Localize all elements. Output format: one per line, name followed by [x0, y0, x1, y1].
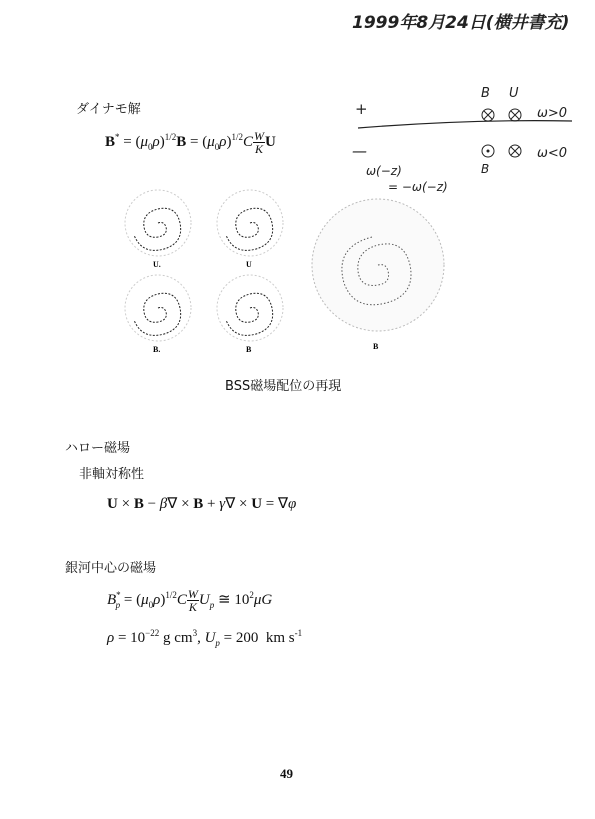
omega-positive: ω>0	[537, 106, 568, 121]
divider-stroke	[358, 121, 572, 128]
spiral-plot-b-large	[312, 199, 444, 331]
handwritten-date: 1999年8月24日(横井書充)	[352, 13, 570, 33]
minus-sign: —	[352, 142, 367, 160]
plus-sign: +	[355, 100, 368, 118]
bss-figure	[110, 185, 470, 360]
spiral-plot-b-small	[217, 275, 283, 341]
halo-equation: U × B − β∇ × B + γ∇ × U = ∇φ	[107, 496, 297, 512]
spiral-plot-u	[217, 190, 283, 256]
center-equation-2: $\rho = 10^{-22}$ g $cm^3$, $U_p = 200$ km $s^{-1}$	[107, 628, 303, 648]
label-b-small: B	[246, 345, 252, 354]
spiral-plot-b-dot	[125, 275, 191, 341]
b-label-bottom: B	[481, 162, 490, 176]
into-page-symbol-b1	[482, 109, 494, 121]
omega-equation: = −ω(−z)	[388, 180, 448, 194]
b-label-top: B	[481, 86, 490, 101]
label-b-large: B	[373, 342, 379, 351]
label-b-dot: B.	[153, 345, 161, 354]
omega-negative: ω<0	[537, 146, 568, 161]
into-page-symbol-u1	[509, 109, 521, 121]
field-direction-symbols	[350, 95, 580, 175]
figure-caption: BSS磁場配位の再現	[225, 379, 342, 394]
center-equation-1: $B^*_p = (\mu_0\rho)^{1/2}C$ $\frac{W}{K}$ $U_p$ ≅ $10^2\mu G$	[107, 587, 273, 614]
dynamo-heading: ダイナモ解	[76, 102, 141, 117]
page-number: 49	[280, 766, 293, 781]
label-u: U	[246, 260, 252, 269]
center-heading: 銀河中心の磁場	[65, 561, 157, 576]
into-page-symbol-u2	[509, 145, 521, 157]
label-u-dot: U.	[153, 260, 161, 269]
spiral-plot-u-dot	[125, 190, 191, 256]
omega-minus-z: ω(−z)	[366, 164, 402, 178]
out-of-page-symbol-b2	[482, 145, 494, 157]
halo-heading: ハロー磁場	[65, 441, 131, 456]
dynamo-equation: $B^* = (\mu_0\rho)^{1/2}B = (\mu_0\rho)^{1/2}C$ $\frac{W}{K}$ U	[105, 129, 276, 156]
halo-subheading: 非軸対称性	[79, 467, 145, 482]
u-label-top: U	[509, 86, 519, 101]
